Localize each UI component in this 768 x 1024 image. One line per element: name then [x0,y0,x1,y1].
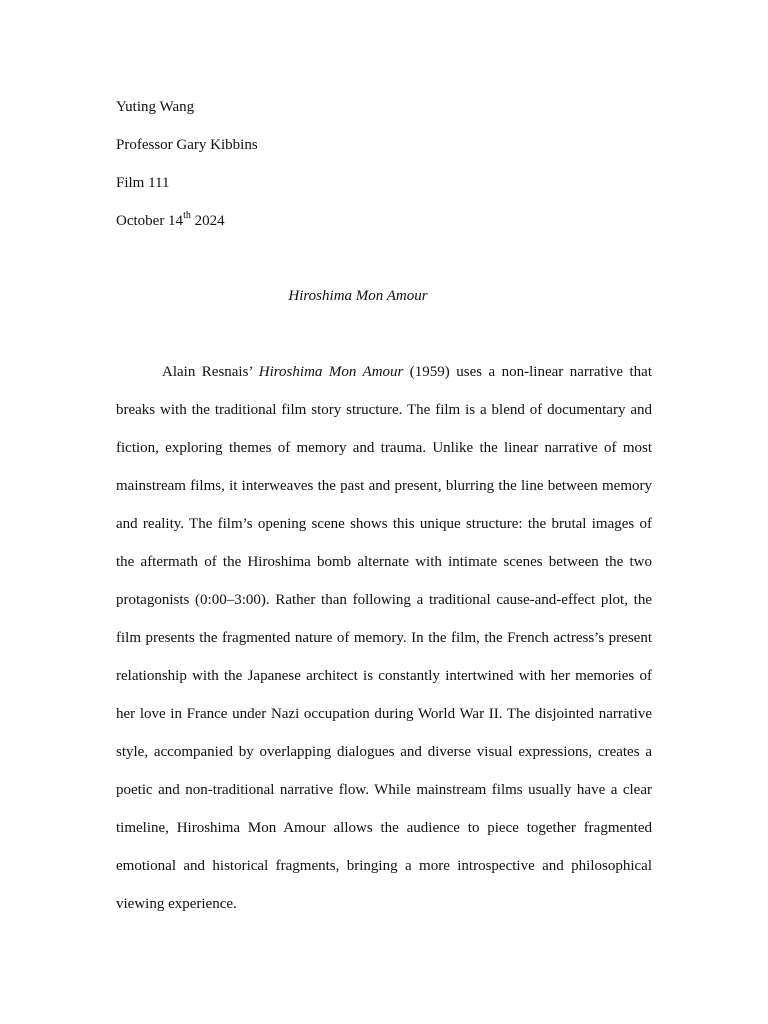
paragraph-line: relationship with the Japanese architect is constantly intertwined with her memories of [116,668,652,684]
paragraph-line: and reality. The film’s opening scene shows this unique structure: the brutal images of [116,516,652,532]
paragraph-line: viewing experience. [116,896,237,912]
paragraph-line: protagonists (0:00–3:00). Rather than following a traditional cause-and-effect plot, the [116,592,652,608]
paragraph-line: poetic and non-traditional narrative flow. While mainstream films usually have a clear [116,782,652,798]
professor-name: Professor Gary Kibbins [116,137,258,153]
course-name: Film 111 [116,175,170,191]
paragraph-line-1 [162,362,652,382]
date-year: 2024 [190,213,225,229]
author-name: Yuting Wang [116,99,195,115]
paragraph-line: emotional and historical fragments, bringing a more introspective and philosophical [116,858,652,874]
date-ordinal-suffix: th [183,210,191,221]
paragraph-line: her love in France under Nazi occupation during World War II. The disjointed narrative [116,706,652,722]
date-month-day: October 14 [116,213,184,229]
line1-start: Alain Resnais’ [162,364,259,380]
paragraph-line: style, accompanied by overlapping dialogues and diverse visual expressions, creates a [116,744,652,760]
line1-film-title: Hiroshima Mon Amour [258,364,404,380]
paragraph-line: the aftermath of the Hiroshima bomb alternate with intimate scenes between the two [116,554,652,570]
paragraph-line: mainstream films, it interweaves the past and present, blurring the line between memory [116,478,652,494]
line1-end: (1959) uses a non-linear narrative that [403,364,652,380]
paragraph-line: fiction, exploring themes of memory and trauma. Unlike the linear narrative of most [116,440,652,456]
date-line [116,211,225,231]
paragraph-line: timeline, Hiroshima Mon Amour allows the audience to piece together fragmented [116,820,652,836]
essay-title: Hiroshima Mon Amour [288,288,428,304]
paragraph-line: breaks with the traditional film story structure. The film is a blend of documentary and [116,402,652,418]
paragraph-line: film presents the fragmented nature of memory. In the film, the French actress’s present [116,630,652,646]
